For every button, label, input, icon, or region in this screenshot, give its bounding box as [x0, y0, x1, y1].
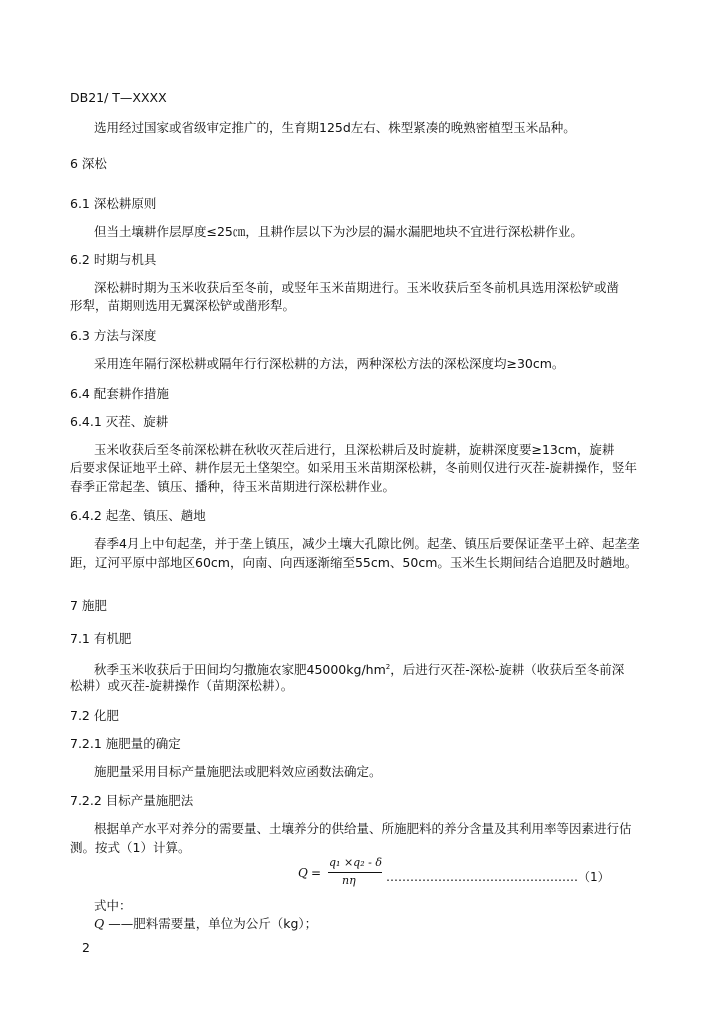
section-6-3-heading: 6.3 方法与深度 [70, 328, 157, 343]
section-7-2-2-heading: 7.2.2 目标产量施肥法 [70, 793, 194, 808]
formula-denominator: nη [342, 874, 356, 887]
formula-numerator: q₁ ×q₂ - δ [329, 856, 382, 869]
formula-fraction-bar [328, 872, 382, 873]
q-symbol: Q [94, 916, 105, 931]
superscript: 2 [385, 663, 391, 671]
formula-leader: …………………………………………（1） [386, 870, 610, 884]
section-7-2-1-text: 施肥量采用目标产量施肥法或肥料效应函数法确定。 [94, 764, 382, 779]
formula-lhs: Q [298, 866, 308, 880]
section-6-1-heading: 6.1 深松耕原则 [70, 196, 157, 211]
section-6-4-1-line-3: 春季正常起垄、镇压、播种，待玉米苗期进行深松耕作业。 [70, 479, 396, 494]
section-6-4-1-line-2: 后要求保证地平土碎、耕作层无土垡架空。如采用玉米苗期深松耕，冬前则仅进行灭茬-旋耕操作，竖年 [70, 460, 638, 475]
section-7-1-line-1: 秋季玉米收获后于田间均匀撒施农家肥$45000kg/hm^2$，后进行灭茬-深松-旋耕（收获后至冬前深 [94, 662, 625, 678]
section-6-1-text: 但当土壤耕作层厚度≤25㎝，且耕作层以下为沙层的漏水漏肥地块不宜进行深松耕作业。 [94, 224, 583, 239]
section-6-4-1-heading: 6.4.1 灭茬、旋耕 [70, 414, 169, 429]
section-7-2-heading: 7.2 化肥 [70, 708, 119, 723]
section-7-1-line-2: 松耕）或灭茬-旋耕操作（苗期深松耕）。 [70, 678, 294, 693]
where-label: 式中： [94, 898, 132, 913]
section-6-2-heading: 6.2 时期与机具 [70, 252, 157, 267]
intro-paragraph: 选用经过国家或省级审定推广的，生育期125d左右、株型紧凑的晚熟密植型玉米品种。 [94, 120, 576, 135]
doc-code: DB21/ T—XXXX [70, 90, 167, 105]
section-6-3-text: 采用连年隔行深松耕或隔年行行深松耕的方法，两种深松方法的深松深度均≥30cm。 [94, 356, 565, 371]
where-q-definition: Q ——肥料需要量，单位为公斤（kg）； [94, 916, 318, 931]
section-6-4-2-heading: 6.4.2 起垄、镇压、趟地 [70, 508, 206, 523]
section-7-2-1-heading: 7.2.1 施肥量的确定 [70, 736, 181, 751]
section-7-2-2-line-1: 根据单产水平对养分的需要量、土壤养分的供给量、所施肥料的养分含量及其利用率等因素进行估 [94, 821, 632, 836]
formula-1 [298, 856, 628, 890]
section-7-2-2-line-2: 测。按式（1）计算。 [70, 840, 191, 855]
section-6-4-1-line-1: 玉米收获后至冬前深松耕在秋收灭茬后进行，且深松耕后及时旋耕，旋耕深度要≥13cm，旋耕 [94, 442, 615, 457]
section-6-2-line-2: 形犁，苗期则选用无翼深松铲或凿形犁。 [70, 298, 296, 313]
formula-equals: = [311, 866, 322, 880]
section-7-1-heading: 7.1 有机肥 [70, 631, 132, 646]
section-6-4-2-line-2: 距，辽河平原中部地区60cm，向南、向西逐渐缩至55cm、50cm。玉米生长期间结合追肥及时趟地。 [70, 555, 638, 570]
page-number: 2 [82, 940, 90, 955]
section-6-2-line-1: 深松耕时期为玉米收获后至冬前，或竖年玉米苗期进行。玉米收获后至冬前机具选用深松铲或凿 [94, 280, 620, 295]
section-6-4-heading: 6.4 配套耕作措施 [70, 386, 169, 401]
section-6-heading: 6 深松 [70, 156, 107, 171]
section-7-heading: 7 施肥 [70, 598, 107, 613]
section-6-4-2-line-1: 春季4月上中旬起垄，并于垄上镇压，减少土壤大孔隙比例。起垄、镇压后要保证垄平土碎、起垄垄 [94, 536, 640, 551]
